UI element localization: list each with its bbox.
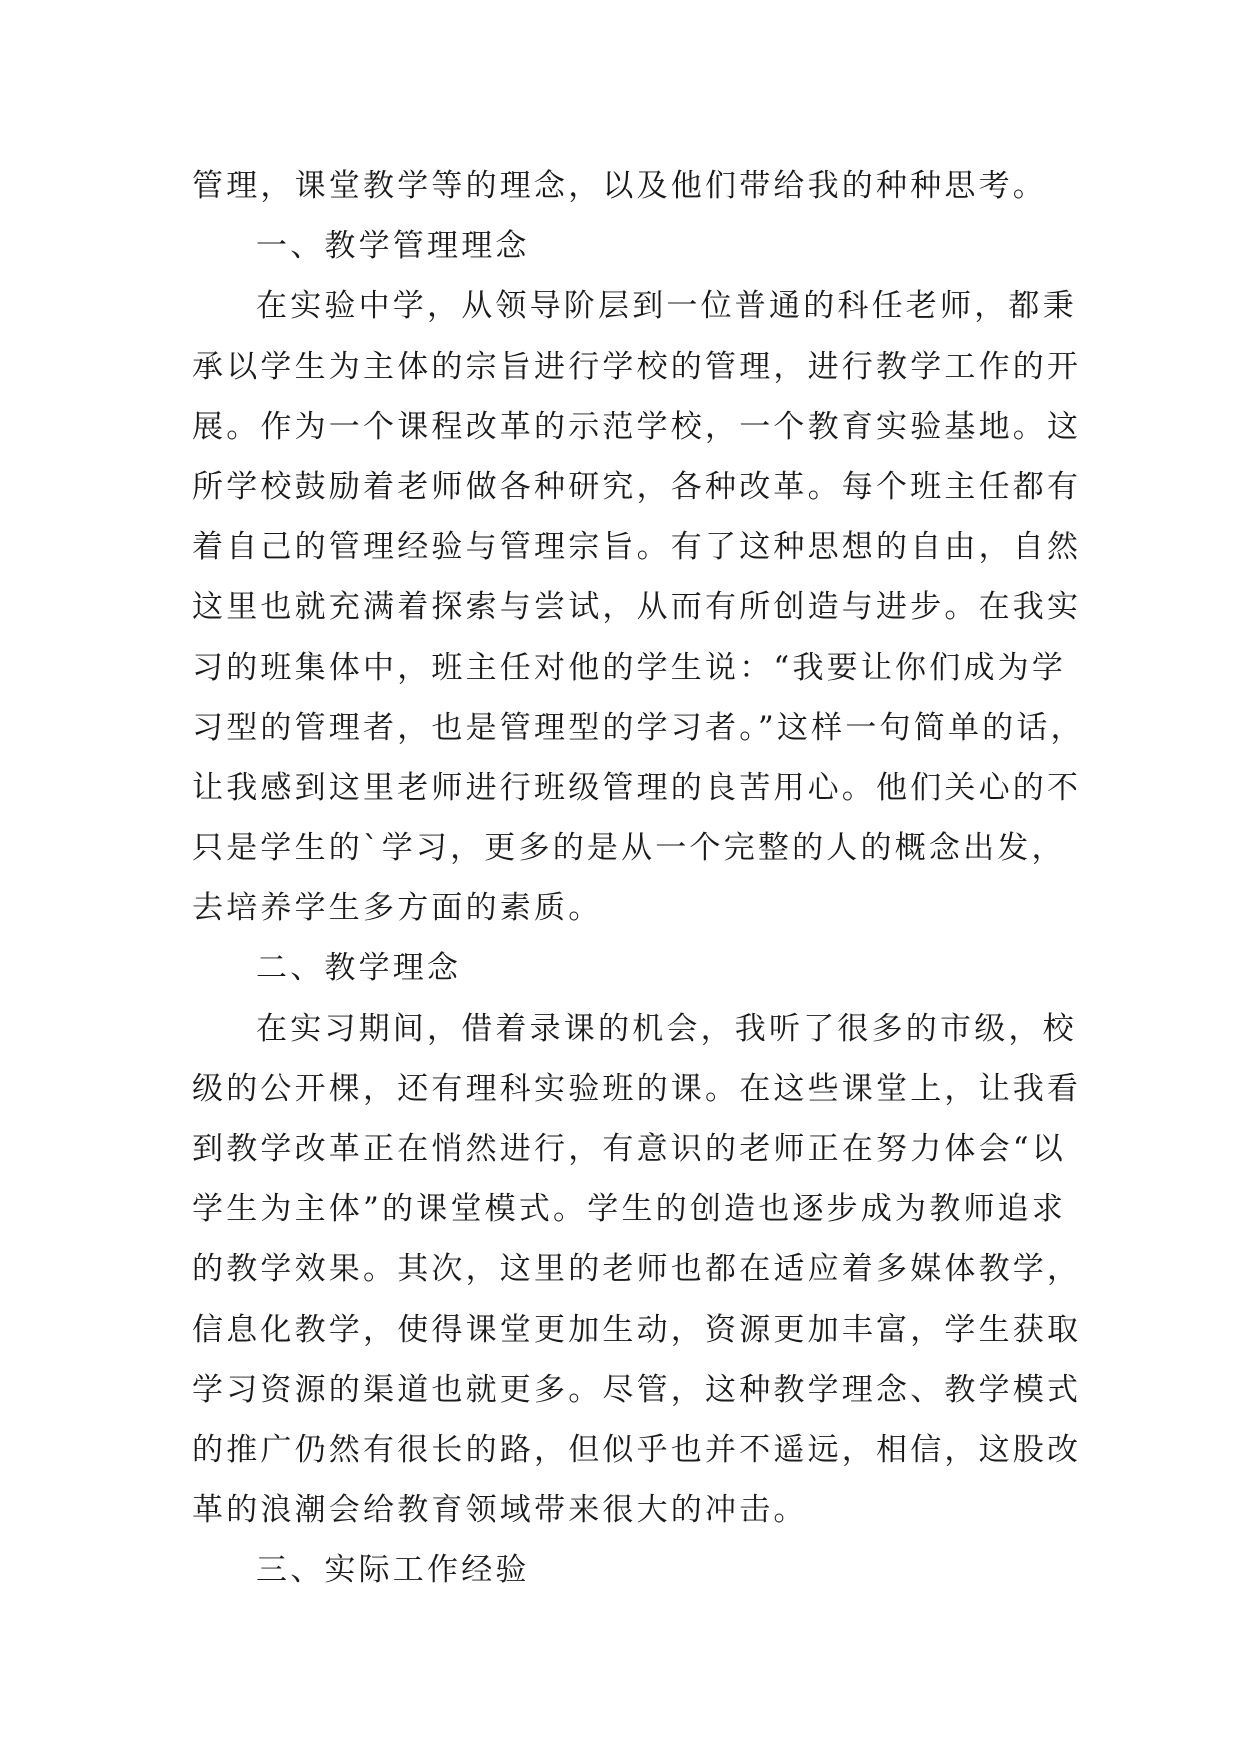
- text-line: 所学校鼓励着老师做各种研究，各种改革。每个班主任都有: [192, 468, 1082, 505]
- text-line: 信息化教学，使得课堂更加生动，资源更加丰富，学生获取: [192, 1311, 1082, 1348]
- document-body: [192, 156, 1085, 1601]
- section-heading: 二、教学理念: [256, 950, 462, 987]
- text-line: 在实验中学，从领导阶层到一位普通的科任老师，都秉: [256, 288, 1077, 325]
- text-line: 着自己的管理经验与管理宗旨。有了这种思想的自由，自然: [192, 529, 1082, 566]
- text-line: 革的浪潮会给教育领域带来很大的冲击。: [192, 1492, 808, 1529]
- text-line: 去培养学生多方面的素质。: [192, 890, 603, 927]
- section-heading: 三、实际工作经验: [256, 1552, 530, 1589]
- text-line: 级的公开棵，还有理科实验班的课。在这些课堂上，让我看: [192, 1070, 1082, 1107]
- text-line: 学生为主体”的课堂模式。学生的创造也逐步成为教师追求: [192, 1191, 1067, 1228]
- text-line: 只是学生的`学习，更多的是从一个完整的人的概念出发，: [192, 830, 1066, 867]
- text-line: 展。作为一个课程改革的示范学校，一个教育实验基地。这: [192, 408, 1082, 445]
- section-heading: 一、教学管理理念: [256, 228, 530, 265]
- text-line: 让我感到这里老师进行班级管理的良苦用心。他们关心的不: [192, 769, 1082, 806]
- text-line: 管理，课堂教学等的理念，以及他们带给我的种种思考。: [192, 168, 1047, 204]
- text-line: 习型的管理者，也是管理型的学习者。”这样一句简单的话，: [192, 709, 1085, 746]
- text-line: 承以学生为主体的宗旨进行学校的管理，进行教学工作的开: [192, 348, 1082, 385]
- text-line: 的教学效果。其次，这里的老师也都在适应着多媒体教学，: [192, 1251, 1082, 1288]
- text-line: 这里也就充满着探索与尝试，从而有所创造与进步。在我实: [192, 589, 1082, 626]
- text-line: 学习资源的渠道也就更多。尽管，这种教学理念、教学模式: [192, 1371, 1082, 1408]
- text-line: 习的班集体中，班主任对他的学生说：“我要让你们成为学: [192, 649, 1067, 686]
- text-line: 的推广仍然有很长的路，但似乎也并不遥远，相信，这股改: [192, 1431, 1082, 1468]
- text-line: 在实习期间，借着录课的机会，我听了很多的市级，校: [256, 1010, 1077, 1047]
- text-line: 到教学改革正在悄然进行，有意识的老师正在努力体会“以: [192, 1131, 1067, 1167]
